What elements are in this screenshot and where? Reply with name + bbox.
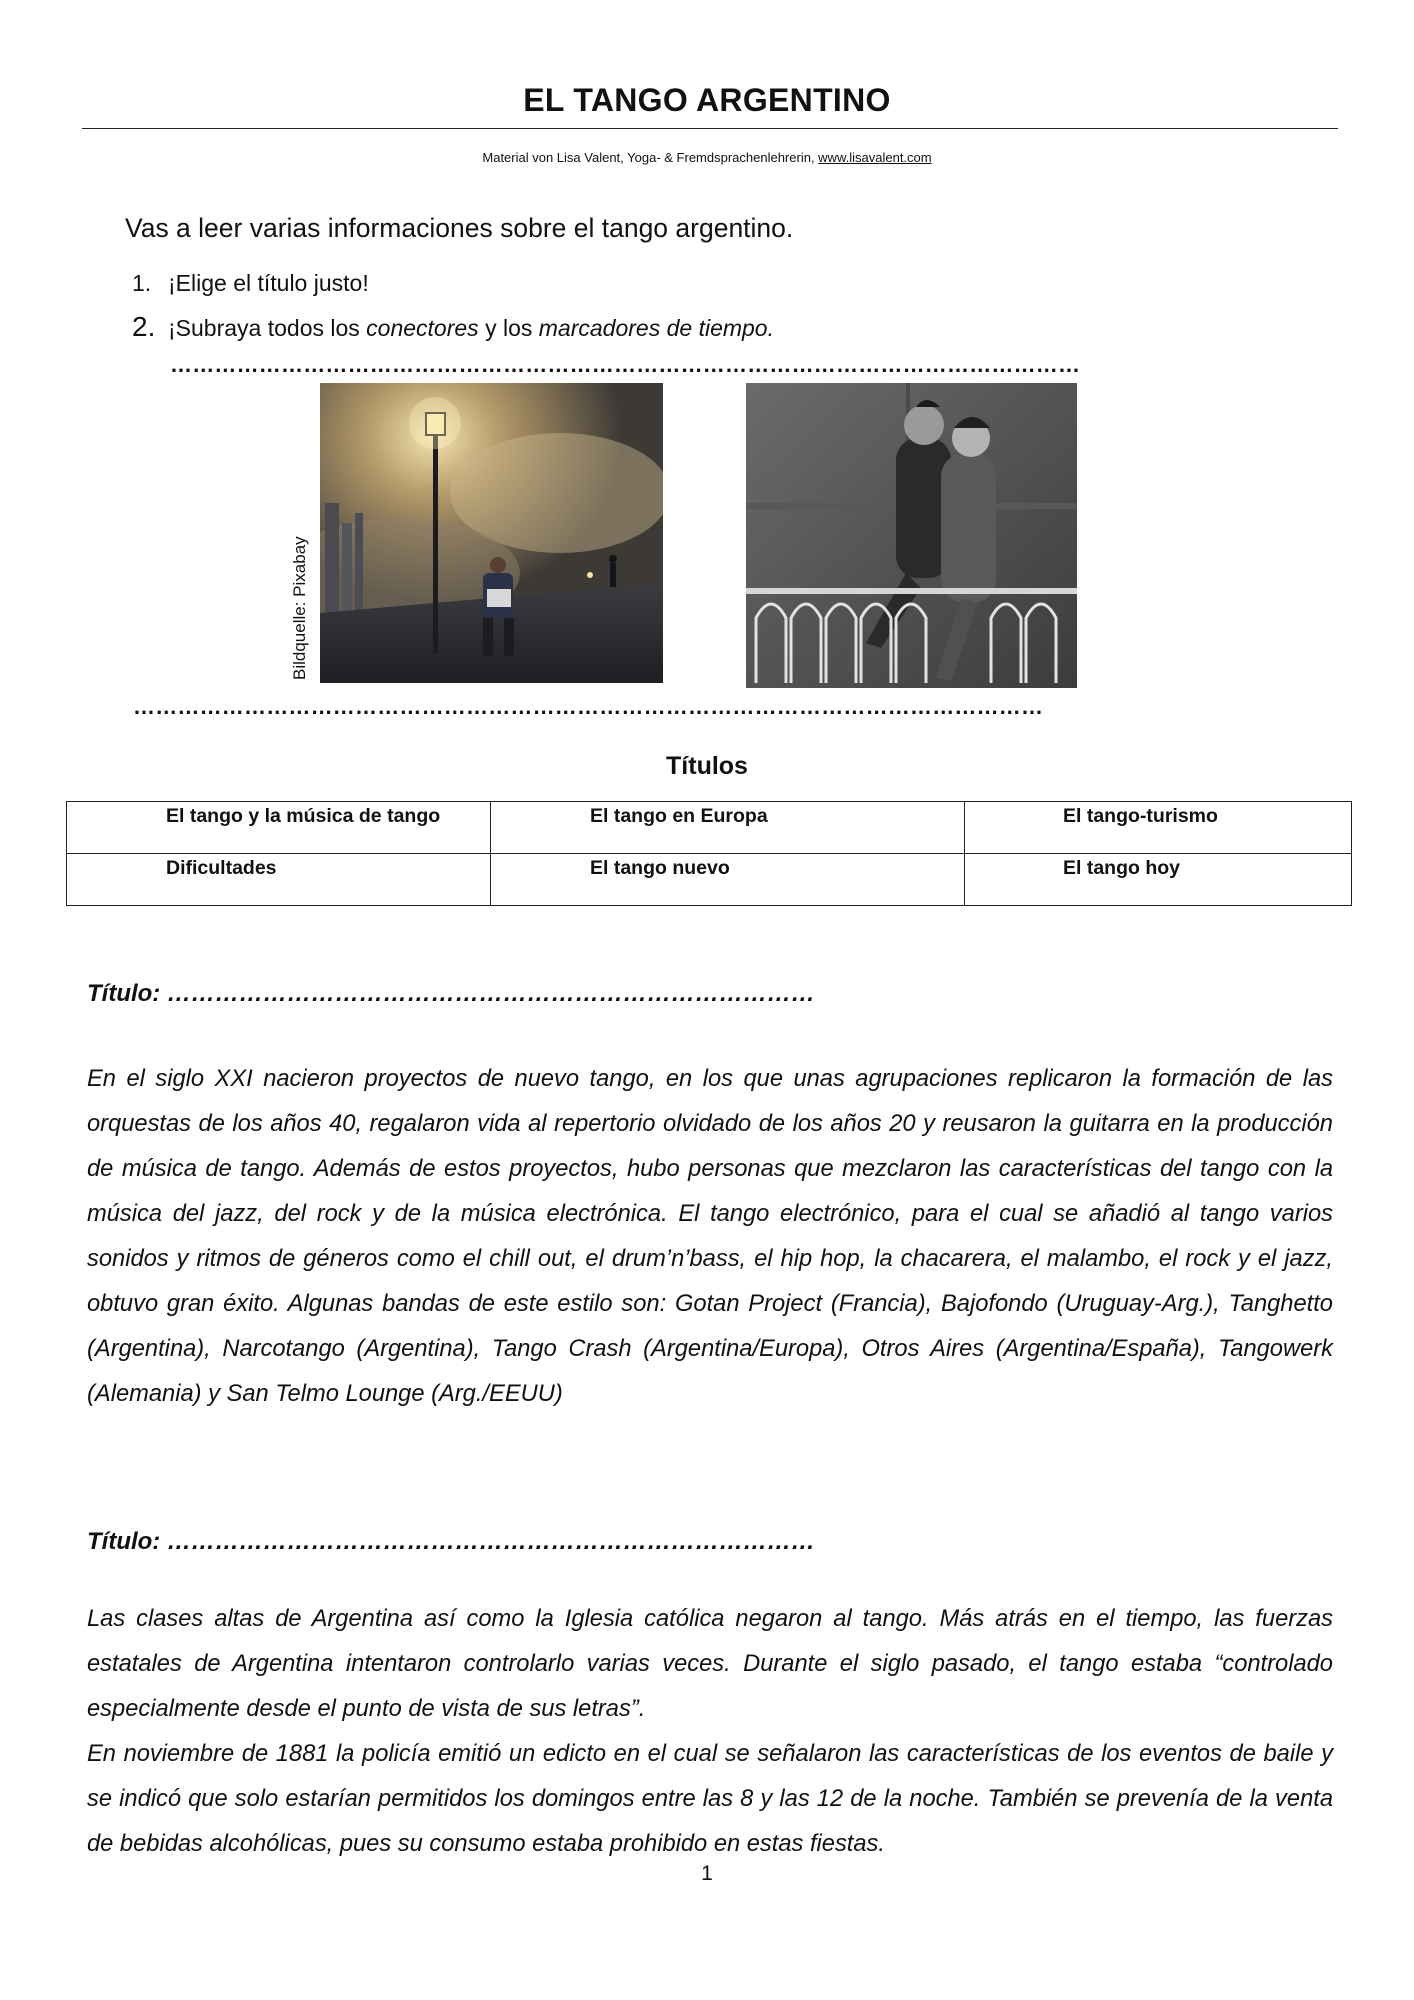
table-row	[67, 854, 1352, 906]
intro-text: Vas a leer varias informaciones sobre el tango argentino.	[125, 213, 794, 243]
task-1	[132, 270, 369, 297]
task-text: y los	[478, 315, 539, 341]
title-option: El tango hoy	[1063, 857, 1180, 879]
credit-text: Material von Lisa Valent, Yoga- & Fremdsprachenlehrerin,	[482, 150, 819, 165]
task-number: 1.	[132, 270, 152, 296]
photo-tango-dancers	[746, 383, 1077, 688]
table-cell	[67, 854, 491, 906]
task-text: ¡Subraya todos los	[168, 315, 367, 341]
task-2	[132, 311, 774, 343]
author-credit	[0, 150, 1414, 165]
task-emphasis: conectores	[366, 315, 479, 341]
dotted-line-top: ……………………………………………………………………………………………………………	[170, 355, 1081, 375]
table-cell	[965, 802, 1352, 854]
photo-credit-text: Bildquelle: Pixabay	[290, 536, 309, 680]
paragraph: En noviembre de 1881 la policía emitió un edicto en el cual se señalaron las características de los eventos de baile y se indicó que solo estarían permitidos los domingos entre las 8 y las 12 de la noche. También se prevenía de la venta de bebidas alcohólicas, pues su consumo estaba prohibido en estas fiestas.	[87, 1741, 1333, 1857]
title-option: El tango-turismo	[1063, 805, 1218, 827]
title-option: Dificultades	[166, 857, 277, 879]
task-text: ¡Elige el título justo!	[168, 270, 369, 296]
titles-heading: Títulos	[666, 752, 748, 780]
dotted-line-bottom: ……………………………………………………………………………………………………………	[133, 697, 1044, 717]
paragraph: En el siglo XXI nacieron proyectos de nuevo tango, en los que unas agrupaciones replicaron la formación de las orquestas de los años 40, regalaron vida al repertorio olvidado de los años 20 y reusaron la guitarra en la producción de música de tango. Además de estos proyectos, hubo personas que mezclaron las características del tango con la música del jazz, del rock y de la música electrónica. El tango electrónico, para el cual se añadió al tango varios sonidos y ritmos de géneros como el chill out, el drum’n’bass, el hip hop, la chacarera, el malambo, el rock y el jazz, obtuvo gran éxito. Algunas bandas de este estilo son: Gotan Project (Francia), Bajofondo (Uruguay-Arg.), Tanghetto (Argentina), Narcotango (Argentina), Tango Crash (Argentina/Europa), Otros Aires (Argentina/España), Tangowerk (Alemania) y San Telmo Lounge (Arg./EEUU)	[87, 1066, 1333, 1407]
task-emphasis: marcadores de tiempo.	[538, 315, 774, 341]
section-title-blank: Título: ………………………………………………………………………	[87, 1528, 815, 1555]
table-cell	[965, 854, 1352, 906]
table-cell	[491, 854, 965, 906]
title-option: El tango y la música de tango	[166, 805, 441, 827]
photo-lamp-post-accordion	[320, 383, 663, 683]
table-cell	[67, 802, 491, 854]
section-body	[87, 1597, 1333, 1867]
page-title: EL TANGO ARGENTINO	[523, 82, 891, 118]
author-website-link[interactable]: www.lisavalent.com	[818, 150, 932, 165]
title-option: El tango nuevo	[590, 857, 730, 879]
section-title-blank: Título: ………………………………………………………………………	[87, 980, 815, 1007]
photo-lamp-post-accordion-image	[320, 383, 663, 683]
title-option: El tango en Europa	[590, 805, 768, 827]
task-number: 2.	[132, 311, 156, 342]
table-row	[67, 802, 1352, 854]
page-number: 1	[701, 1862, 713, 1885]
photo-tango-dancers-image	[746, 383, 1077, 688]
titles-table	[66, 801, 1352, 906]
title-divider	[82, 128, 1338, 129]
paragraph: Las clases altas de Argentina así como la Iglesia católica negaron al tango. Más atrás en el tiempo, las fuerzas estatales de Argentina intentaron controlarlo varias veces. Durante el siglo pasado, el tango estaba “controlado especialmente desde el punto de vista de sus letras”.	[87, 1606, 1333, 1722]
section-body	[87, 1057, 1333, 1417]
table-cell	[491, 802, 965, 854]
